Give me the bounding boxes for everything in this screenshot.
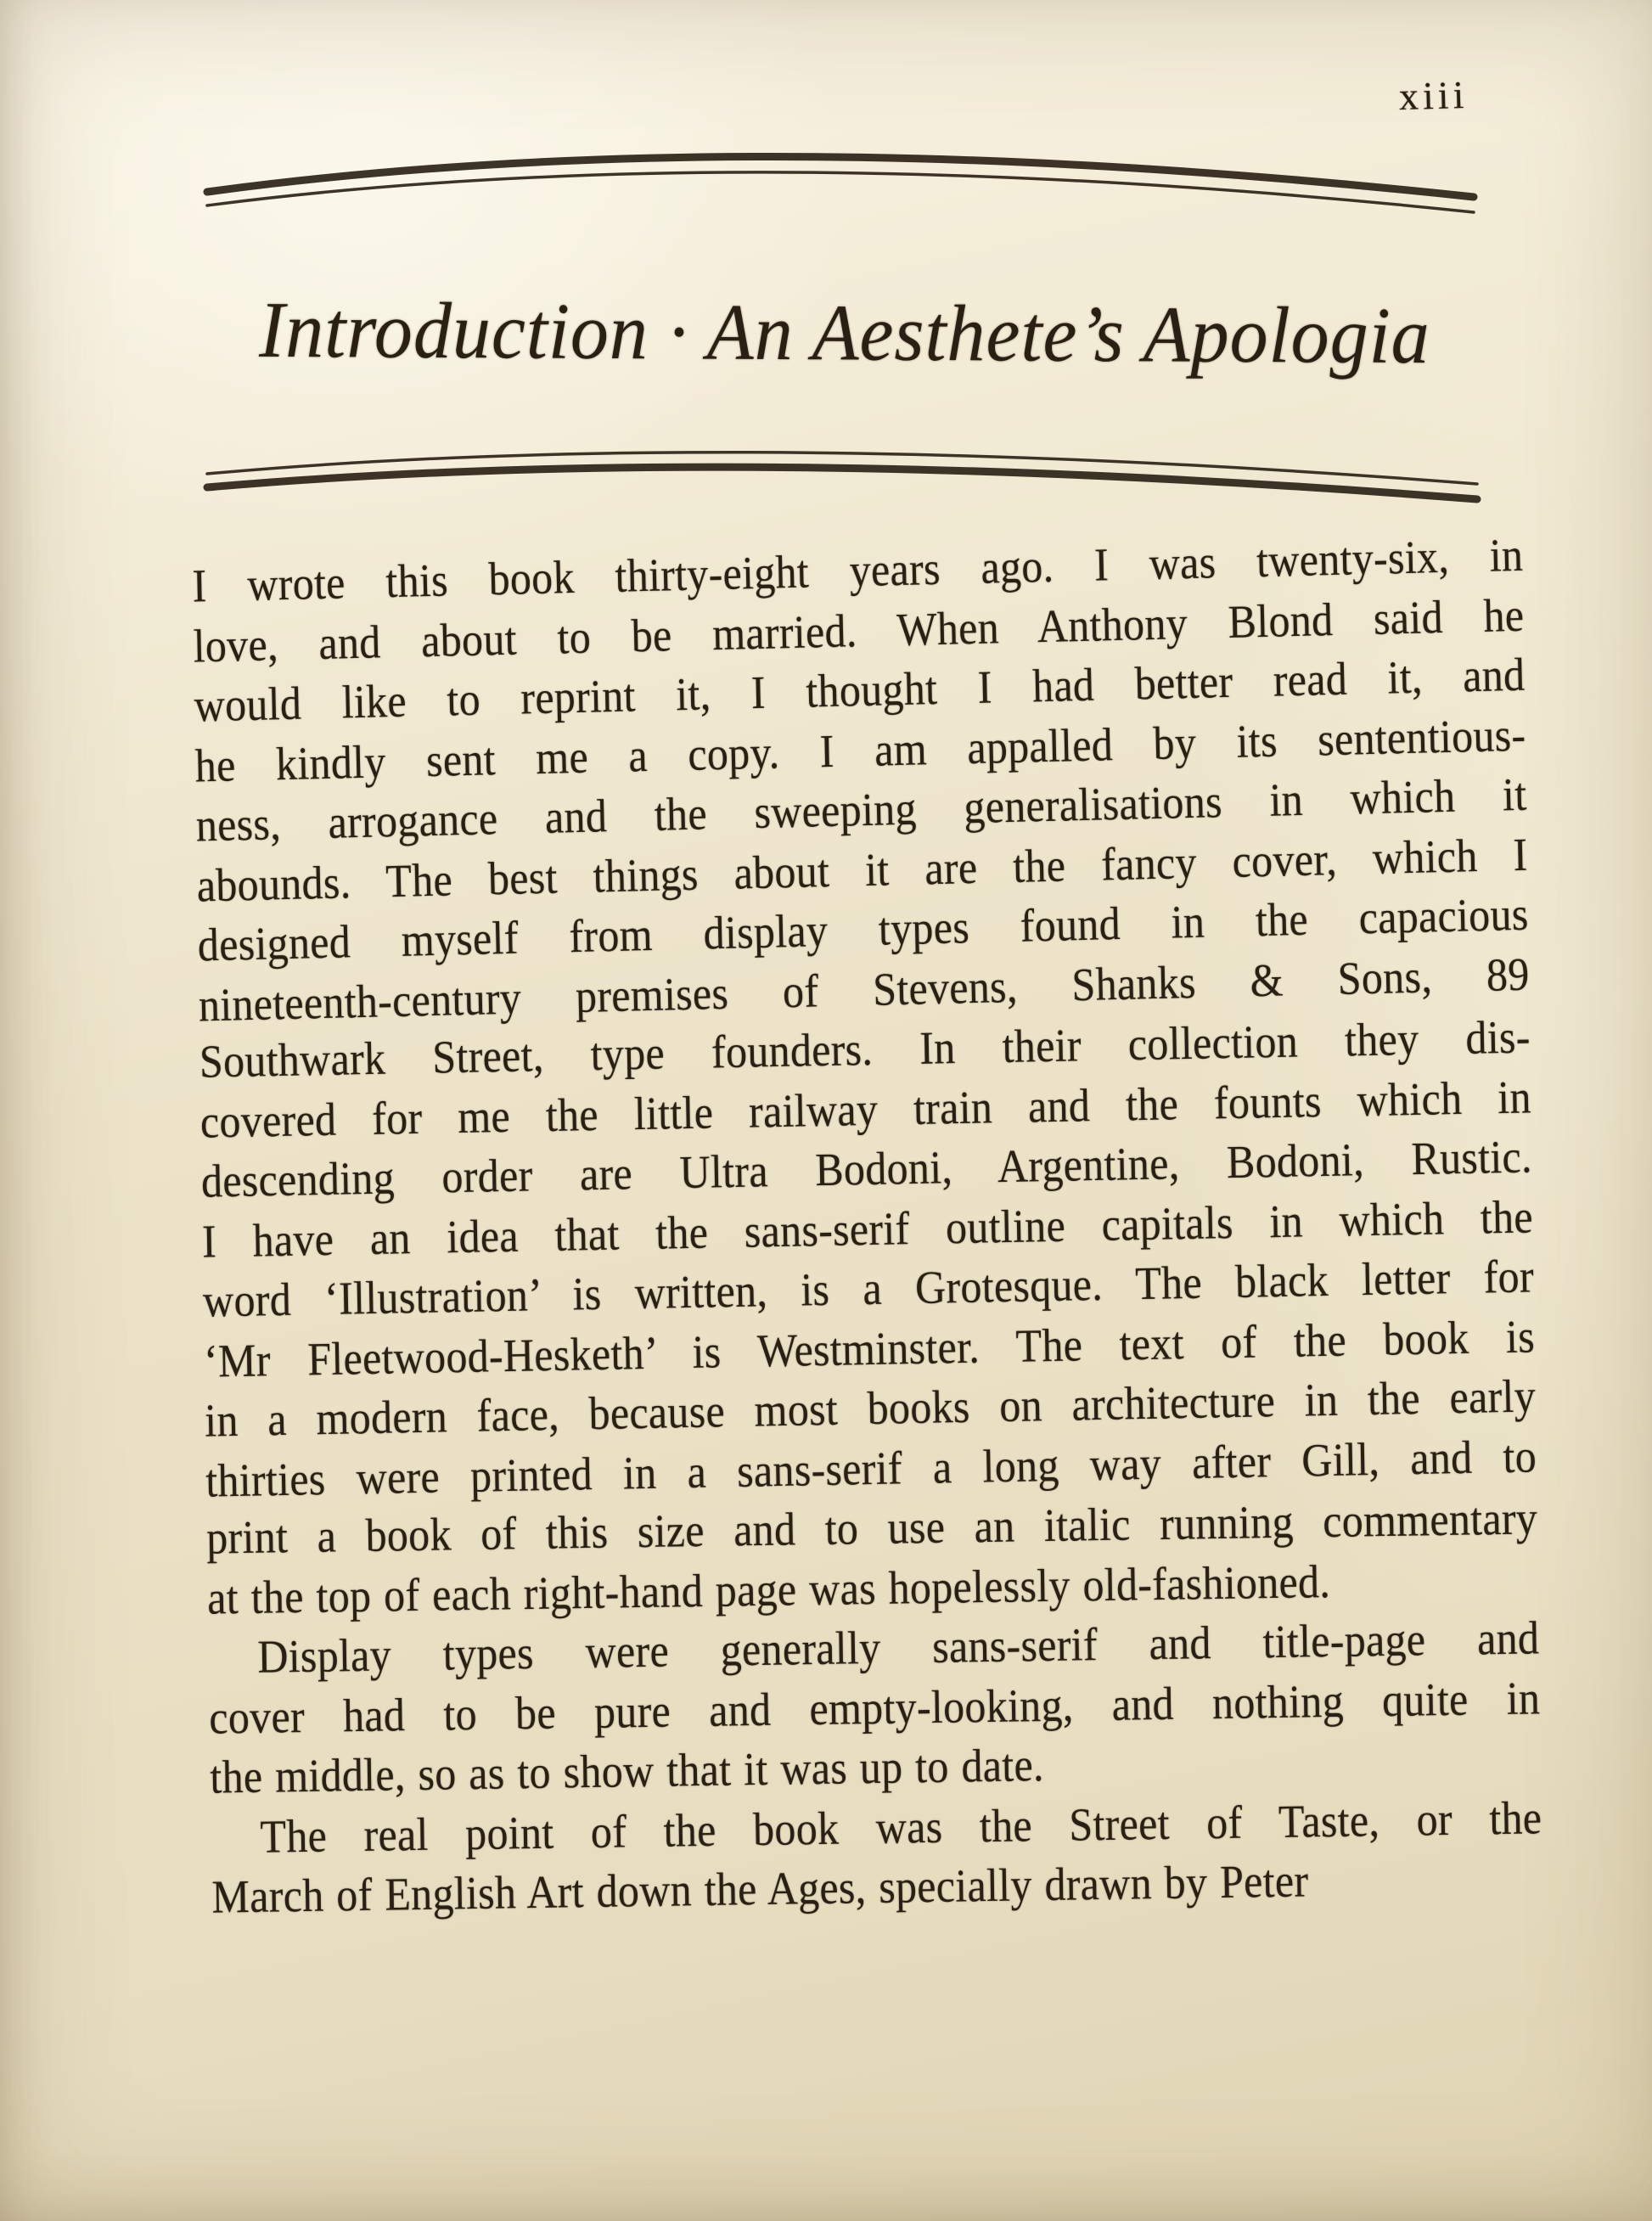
text-line: ‘Mr Fleetwood-Hesketh’ is Westminster. The text of the book is bbox=[203, 1309, 1536, 1387]
text-line: Display types were generally sans-serif and title-page and bbox=[256, 1611, 1540, 1683]
text-line: I have an idea that the sans-serif outline capitals in which the bbox=[201, 1189, 1534, 1268]
chapter-title: Introduction · An Aesthete’s Apologia bbox=[259, 285, 1430, 381]
text-line: thirties were printed in a sans-serif a long way after Gill, and to bbox=[205, 1429, 1537, 1507]
text-line: Southwark Street, type founders. In their collection they dis- bbox=[199, 1009, 1531, 1088]
text-line: abounds. The best things about it are the fancy cover, which I bbox=[196, 827, 1529, 912]
text-line: nineteenth-century premises of Stevens, Shanks & Sons, 89 bbox=[198, 947, 1531, 1032]
text-line: covered for me the little railway train and the founts which in bbox=[199, 1070, 1532, 1148]
text-line: print a book of this size and to use an italic running commentary bbox=[205, 1491, 1538, 1564]
text-line: March of English Art down the Ages, specially drawn by Peter bbox=[211, 1853, 1309, 1923]
text-line: at the top of each right-hand page was hopelessly old-fashioned. bbox=[206, 1555, 1331, 1624]
text-line: I wrote this book thirty-eight years ago. I was twenty-six, in bbox=[191, 528, 1524, 612]
text-line: ness, arrogance and the sweeping generalisations in which it bbox=[195, 768, 1528, 852]
text-line: the middle, so as to show that it was up to date. bbox=[209, 1738, 1045, 1803]
page-number: xiii bbox=[1398, 72, 1469, 119]
text-line: word ‘Illustration’ is written, is a Grotesque. The black letter for bbox=[202, 1249, 1535, 1327]
text-line: would like to reprint it, I thought I had better read it, and bbox=[194, 648, 1526, 732]
text-line: he kindly sent me a copy. I am appalled by its sententious- bbox=[194, 707, 1527, 792]
double-rule-bottom bbox=[202, 425, 1484, 535]
double-rule-top bbox=[202, 136, 1480, 238]
text-line: designed myself from display types found in the capacious bbox=[197, 887, 1530, 971]
text-line: cover had to be pure and empty-looking, and nothing quite in bbox=[208, 1671, 1541, 1744]
text-line: descending order are Ultra Bodoni, Argentine, Bodoni, Rustic. bbox=[200, 1129, 1533, 1207]
text-line: The real point of the book was the Street of Taste, or the bbox=[259, 1791, 1542, 1863]
text-line: in a modern face, because most books on architecture in the early bbox=[204, 1369, 1537, 1447]
text-line: love, and about to be married. When Anthony Blond said he bbox=[192, 588, 1525, 672]
body-text bbox=[191, 528, 1543, 1927]
